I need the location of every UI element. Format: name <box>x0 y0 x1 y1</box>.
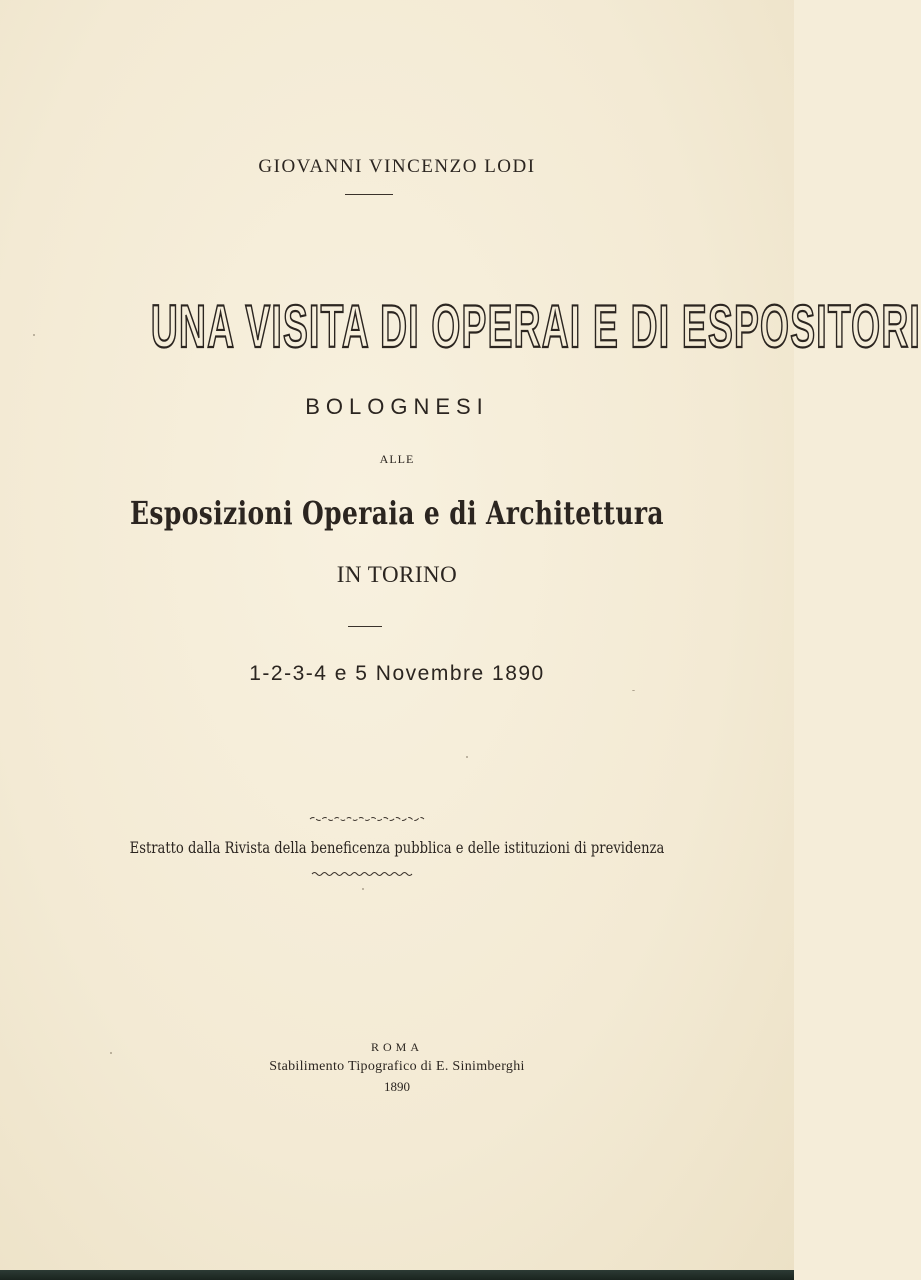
author-name: GIOVANNI VINCENZO LODI <box>258 156 536 177</box>
location-rule <box>348 626 382 627</box>
imprint-city: ROMA <box>370 1040 423 1054</box>
event-dates: 1-2-3-4 e 5 Novembre 1890 <box>249 662 545 685</box>
imprint-printer: Stabilimento Tipografico di E. Sinimberghi <box>269 1059 525 1074</box>
main-title-text: UNA VISITA DI OPERAI E DI ESPOSITORI <box>150 293 921 360</box>
connector-word: ALLE <box>379 452 415 466</box>
author-rule <box>345 194 393 195</box>
paper-speck <box>110 1052 112 1054</box>
exhibitions-heading: Esposizioni Operaia e di Architettura <box>130 494 664 532</box>
top-ornament <box>0 815 794 823</box>
page-bottom-edge <box>0 1270 794 1280</box>
bottom-ornament <box>0 870 794 878</box>
imprint-year: 1890 <box>384 1079 410 1094</box>
subtitle: BOLOGNESI <box>305 394 489 419</box>
paper-speck <box>362 888 364 890</box>
paper-speck <box>466 756 468 758</box>
paper-speck <box>33 334 35 336</box>
paper-speck <box>632 690 635 691</box>
extract-note: Estratto dalla Rivista della beneficenza pubblica e delle istituzioni di previdenza <box>129 838 665 857</box>
main-title <box>150 292 921 361</box>
location-line: IN TORINO <box>336 562 458 587</box>
